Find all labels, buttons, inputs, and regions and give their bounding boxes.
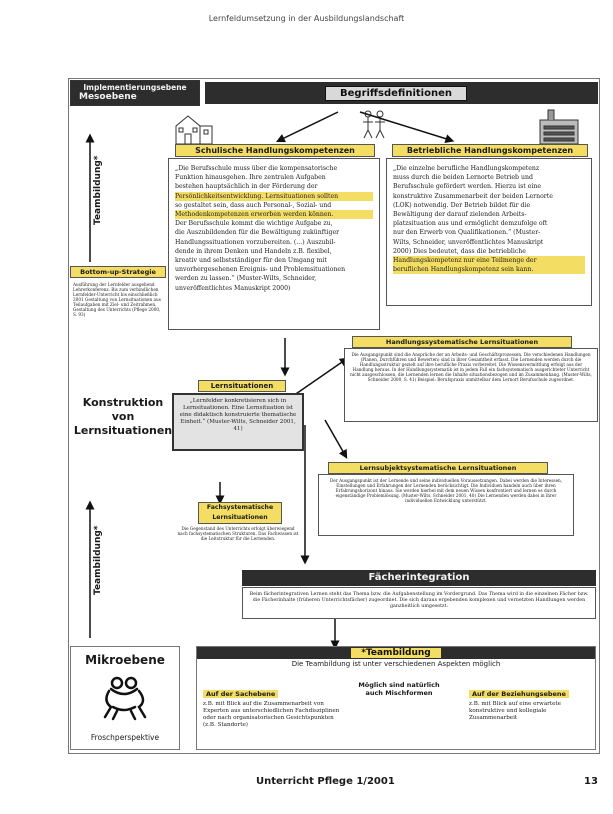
teambildung-col-sachebene	[203, 681, 343, 729]
mischformen-label: Möglich sind natürlich auch Mischformen	[358, 681, 440, 697]
schulische-line: bestehen hauptsächlich in der Förderung der	[175, 183, 318, 191]
schulische-line: unveröffentlichtes Manuskript 2000)	[175, 284, 291, 292]
schulische-line: Persönlichkeitsentwicklung. Lernsituationen sollten	[175, 192, 373, 201]
betriebliche-line: platzsituation aus und ermöglicht demzufolge oft	[393, 220, 548, 228]
schulische-line: Der Berufsschule kommt die wichtige Aufgabe zu,	[175, 220, 333, 228]
mesoebene-title: Mesoebene	[79, 92, 137, 102]
sachebene-title: Auf der Sachebene	[203, 690, 278, 698]
betriebliche-line: Handlungskompetenz nur eine Teilmenge der	[393, 256, 585, 265]
betriebliche-line: Wilts, Schneider, unveröffentlichtes Manuskript	[393, 238, 544, 246]
teambildung-vertical-label: Teambildung*	[93, 155, 103, 225]
schulische-line: so gestaltet sein, dass auch Personal-, Sozial- und	[175, 201, 332, 209]
betriebliche-line: „Die einzelne berufliche Handlungskompetenz	[393, 165, 540, 172]
lernsituationen-title: Lernsituationen	[198, 380, 286, 392]
footer-page-number: 13	[584, 776, 598, 787]
mikroebene-title: Mikroebene	[85, 653, 165, 667]
bottom-up-text: Ausführung der Lernfelder ausgehend Lehrerkonferenz. Bis zum verbindlichen Lernfelder-Unterricht bis einschließlich 2001 Gestaltung von Lernsituationen aus Teilaufgaben mit Ziel- und Zeitrahmen, Gestaltung des Unterrichts (Pflege 2000, S. 93)	[70, 279, 166, 369]
konstruktion-line: Konstruktion	[82, 396, 164, 409]
konstruktion-line: von	[111, 410, 135, 423]
bottom-up-title: Bottom-up-Strategie	[70, 266, 166, 278]
betriebliche-title: Betriebliche Handlungskompetenzen	[392, 144, 588, 157]
betriebliche-line: beruflichen Handlungskompetenz sein kann.	[393, 265, 585, 274]
fachsystematische-text: Die Gegenstand des Unterrichts erfolgt überwiegend nach fachsystematischen Strukturen. Das Fachwissen ist die Leitstruktur für die Lernenden.	[172, 524, 304, 550]
beziehungsebene-text: z.B. mit Blick auf eine erwartete konstruktive und kollegiale Zusammenarbeit	[469, 701, 561, 721]
betriebliche-line: Bewältigung der darauf zielenden Arbeits-	[393, 211, 527, 219]
handlungssystematische-title: Handlungssystematische Lernsituationen	[352, 336, 572, 348]
lernsubjekt-title: Lernsubjektsystematische Lernsituationen	[328, 462, 548, 474]
lernsituationen-text: „Lernfelder konkretisieren sich in Lernsituationen. Eine Lernsituation ist eine didaktisch konstruierte thematische Einheit.“ (Muster-Wilts, Schneider 2001, 41)	[172, 393, 304, 451]
implementation-label: Implementierungsebene	[83, 83, 187, 92]
schulische-quote-box	[168, 158, 380, 330]
facherintegration-title: Fächerintegration	[242, 570, 596, 586]
schulische-line: unvorhergesehenen Ereignis- und Problemsituationen	[175, 266, 346, 274]
page-header: Lernfeldumsetzung in der Ausbildungslandschaft	[208, 14, 405, 23]
schulische-line: „Die Berufsschule muss über die kompensatorische	[175, 165, 338, 172]
betriebliche-line: 2000) Dies bedeutet, dass die betriebliche	[393, 247, 526, 255]
lernsubjekt-text: Der Ausgangspunkt ist der Lernende und seine individuellen Voraussetzungen. Dabei werden die Interessen, Einstellungen und Erfahrungen der Lernenden berücksichtigt. Die Individuen handeln auch über ihren Erfahrungshorizont hinaus. Sie werden hierbei mit dem neuen Wissen konfrontiert und lernen es durch eigenständige Problemlösung. (Muster-Wilts, Schneider 2001, 40) Die Lernenden werden dabei in ihrer individuellen Entwicklung unterstützt.	[318, 474, 574, 536]
sachebene-text: z.B. mit Blick auf die Zusammenarbeit von Experten aus unterschiedlichen Fachdisziplinen oder nach organisatorischen Gesichtspunkten (z.B. Standorte)	[203, 701, 340, 728]
betriebliche-line: Berufsschule gefördert werden. Hierzu ist eine	[393, 183, 542, 191]
schulische-line: Funktion hinausgehen. Ihre zentralen Aufgaben	[175, 174, 326, 182]
schulische-line: werden zu lassen.“ (Muster-Wilts, Schneider,	[175, 275, 317, 283]
teambildung-box-title: *Teambildung	[351, 648, 441, 658]
teambildung-vertical-label-lower: Teambildung*	[93, 525, 103, 595]
teambildung-col-beziehungsebene	[469, 681, 589, 722]
begriffsdefinitionen-title: Begriffsdefinitionen	[325, 86, 467, 101]
schulische-line: Methodenkompetenzen erworben werden können.	[175, 210, 373, 219]
betriebliche-line: (LOK) notwendig. Der Betrieb bildet für die	[393, 201, 531, 209]
teambildung-box-title-bar	[197, 647, 595, 659]
schulische-line: Handlungssituationen vorzubereiten. (...) Auszubil-	[175, 238, 336, 246]
teambildung-box	[196, 646, 596, 750]
betriebliche-line: nur den Erwerb von Qualifikationen.“ (Muster-	[393, 229, 541, 237]
froschperspektive-label: Froschperspektive	[90, 733, 160, 742]
schulische-line: dende in ihrem Denken und Handeln z.B. flexibel,	[175, 247, 332, 255]
konstruktion-label	[68, 396, 178, 438]
betriebliche-quote-box	[386, 158, 592, 306]
konstruktion-line: Lernsituationen	[73, 424, 173, 437]
schulische-line: die Auszubildenden für die Bewältigung zukünftiger	[175, 229, 340, 237]
facherintegration-text: Beim fächerintegrativen Lernen steht das Thema bzw. die Aufgabenstellung im Vordergrund. Das Thema wird in die einzelnen Fächer bzw. die Fächerinhalte (früheren Unterrichtsfächer) zugeordnet. Die sich daraus ergebenden komplexen und vernetzten Handlungen werden ganzheitlich umgesetzt.	[242, 587, 596, 619]
handlungssystematische-text: Die Ausgangspunkt sind die Ansprüche der an Arbeits- und Geschäftsprozessen. Die verschiedenen Handlungen (Planen, Durchführen und Bewerten) sind in ihrer Gesamtheit erfasst. Die Lernenden werden durch die Handlungsstruktur gezielt auf ihre berufliche Praxis vorbereitet. Die Wissensvermittlung erfolgt aus der Handlung heraus. In der Handlungssystematik ist in jedem Fall ein fachsystematisch ausgerichteter Unterricht nicht ausgeschlossen, die Lernenden lernen die Inhalte situationsbezogen und im Zusammenhang. (Muster-Wilts, Schneider 2000, S. 41) Beispiel: Berufspraxis unmittelbar dem Lernort Berufsschule zugeordnet.	[344, 348, 598, 422]
schulische-line: kreativ und selbstständiger für den Umgang mit	[175, 257, 327, 265]
betriebliche-line: konstruktive Zusammenarbeit der beiden Lernorte	[393, 192, 553, 200]
mikroebene-box	[70, 646, 180, 750]
betriebliche-line: muss durch die beiden Lernorte Betrieb und	[393, 174, 533, 182]
beziehungsebene-title: Auf der Beziehungsebene	[469, 690, 569, 698]
fachsystematische-title: Fachsystematische Lernsituationen	[198, 502, 282, 524]
teambildung-subtitle: Die Teambildung ist unter verschiedenen Aspekten möglich	[291, 660, 501, 668]
footer-journal: Unterricht Pflege 1/2001	[256, 776, 395, 787]
schulische-title: Schulische Handlungskompetenzen	[175, 144, 375, 157]
frog-icon	[99, 673, 153, 723]
